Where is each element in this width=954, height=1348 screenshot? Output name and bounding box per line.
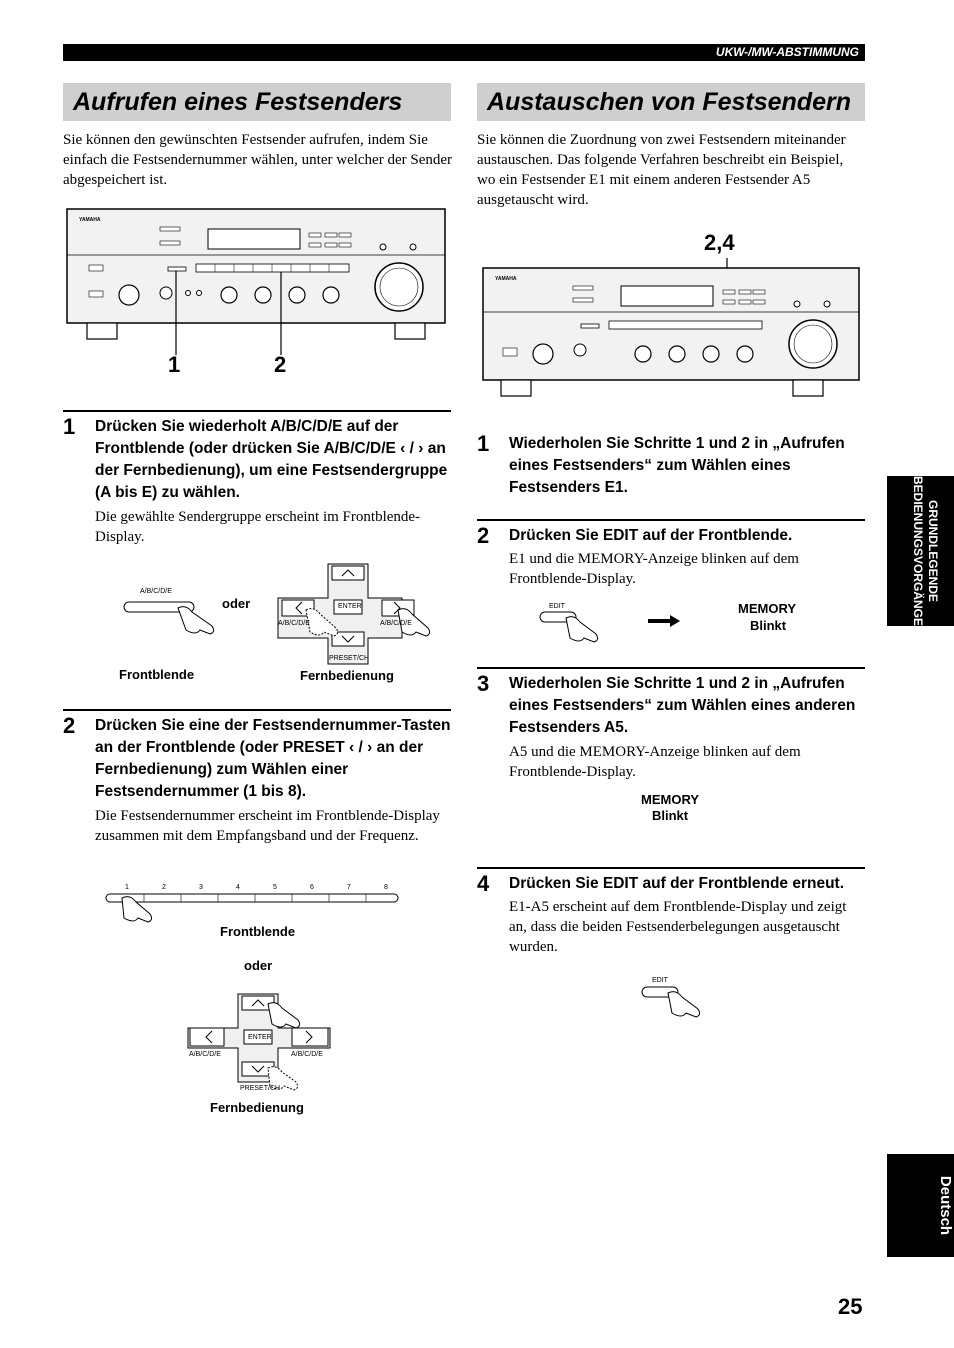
right-step3-body: A5 und die MEMORY-Anzeige blinken auf dem Frontblende-Display. (509, 744, 801, 780)
preset-ch-label-2: PRESET/CH (240, 1085, 281, 1092)
callout-2-4: 2,4 (704, 230, 735, 255)
chapter-side-tab (887, 476, 954, 626)
arrow-right-icon (648, 614, 682, 628)
yamaha-logo: YAMAHA (79, 217, 101, 223)
left-step1-body: Die gewählte Sendergruppe erscheint im Frontblende-Display. (95, 509, 421, 545)
right-step4-rule (477, 867, 865, 869)
left-step2-title: Drücken Sie eine der Festsendernummer-Tasten an der Frontblende (oder PRESET ‹ / › an der Fernbedienung) zum Wählen einer Festsendernummer (1 bis 8). (95, 717, 451, 800)
language-tab-label: Deutsch (937, 1175, 954, 1236)
section-header-bar (63, 44, 865, 61)
left-step1-rule (63, 410, 451, 412)
edit-button-illustration-2 (638, 983, 708, 1023)
abcde-label-remote-left-2: A/B/C/D/E (189, 1051, 221, 1058)
right-step1-title: Wiederholen Sie Schritte 1 und 2 in „Aufrufen eines Festsenders“ zum Wählen eines Festsenders E1. (509, 435, 845, 496)
remote-cursor-pad-illustration-1 (276, 562, 436, 666)
preset-number-2: 2 (162, 884, 166, 891)
oder-label-1: oder (222, 596, 251, 611)
preset-number-1: 1 (125, 884, 129, 891)
edit-label-2: EDIT (652, 977, 668, 984)
remote-cursor-pad-illustration-2 (186, 992, 332, 1096)
language-side-tab (887, 1154, 954, 1257)
edit-button-illustration-1 (536, 608, 606, 648)
right-step4-title: Drücken Sie EDIT auf der Frontblende erneut. (509, 875, 845, 892)
preset-number-3: 3 (199, 884, 203, 891)
memory-label-1: MEMORY (738, 601, 797, 616)
right-section-title: Austauschen von Festsendern (477, 83, 865, 121)
right-intro-text: Sie können die Zuordnung von zwei Festsendern miteinander austauschen. Das folgende Verfahren beschreibt ein Beispiel, wo ein Festsender E1 mit einem anderen Festsender A5 ausgetauscht wird. (477, 132, 846, 208)
preset-number-4: 4 (236, 884, 240, 891)
abcde-label-front: A/B/C/D/E (140, 588, 172, 595)
frontblende-label-1: Frontblende (119, 667, 195, 682)
left-step1-title: Drücken Sie wiederholt A/B/C/D/E auf der Frontblende (oder drücken Sie A/B/C/D/E ‹ / › an der Fernbedienung), um eine Festsendergruppe (A bis E) zu wählen. (95, 418, 448, 501)
right-step2-number: 2 (477, 523, 490, 548)
section-header-label: UKW-/MW-ABSTIMMUNG (715, 45, 859, 59)
left-step2-body: Die Festsendernummer erscheint im Frontblende-Display zusammen mit dem Empfangsband und der Frequenz. (95, 808, 440, 844)
right-step2-title: Drücken Sie EDIT auf der Frontblende. (509, 527, 793, 544)
left-step2-rule (63, 709, 451, 711)
enter-label-2: ENTER (248, 1034, 272, 1041)
blinkt-label-2: Blinkt (652, 808, 689, 823)
page-number: 25 (838, 1294, 863, 1319)
preset-number-7: 7 (347, 884, 351, 891)
chapter-tab-line2: BEDIENUNGSVORGÄNGE (911, 476, 925, 627)
right-step4-number: 4 (477, 871, 490, 896)
preset-ch-label-1: PRESET/CH (329, 655, 370, 662)
right-step1-number: 1 (477, 431, 490, 456)
edit-label-1: EDIT (549, 603, 565, 610)
abcde-label-remote-left-1: A/B/C/D/E (278, 620, 310, 627)
left-intro-text: Sie können den gewünschten Festsender aufrufen, indem Sie einfach die Festsendernummer wählen, unter welcher der Sender abgespeichert ist. (63, 132, 453, 188)
chapter-tab-line1: GRUNDLEGENDE (926, 499, 940, 602)
fernbedienung-label-1: Fernbedienung (300, 668, 394, 683)
blinkt-label-1: Blinkt (750, 618, 787, 633)
preset-number-6: 6 (310, 884, 314, 891)
receiver-front-panel-illustration (63, 205, 453, 385)
right-step2-body: E1 und die MEMORY-Anzeige blinken auf dem Frontblende-Display. (509, 551, 799, 587)
fernbedienung-label-2: Fernbedienung (210, 1100, 304, 1115)
abcde-front-button-illustration (120, 596, 230, 636)
oder-label-2: oder (244, 958, 273, 973)
left-section-title: Aufrufen eines Festsenders (63, 83, 451, 121)
yamaha-logo-right: YAMAHA (495, 276, 517, 282)
right-step3-rule (477, 667, 865, 669)
preset-number-8: 8 (384, 884, 388, 891)
preset-buttons-illustration (104, 892, 404, 924)
callout-1: 1 (168, 352, 181, 377)
right-step4-body: E1-A5 erscheint auf dem Frontblende-Display und zeigt an, dass die beiden Festsenderbelegungen ausgetauscht wurden. (509, 899, 847, 955)
memory-label-2: MEMORY (641, 792, 700, 807)
right-step3-title: Wiederholen Sie Schritte 1 und 2 in „Aufrufen eines Festsenders“ zum Wählen eines anderen Festsenders A5. (509, 675, 856, 736)
right-step3-number: 3 (477, 671, 490, 696)
abcde-label-remote-right-1: A/B/C/D/E (380, 620, 412, 627)
left-step2-number: 2 (63, 713, 76, 738)
left-step1-number: 1 (63, 414, 76, 439)
enter-label-1: ENTER (338, 603, 362, 610)
receiver-front-panel-illustration-right (477, 256, 867, 406)
callout-2: 2 (274, 352, 287, 377)
right-step2-rule (477, 519, 865, 521)
frontblende-label-2: Frontblende (220, 924, 296, 939)
abcde-label-remote-right-2: A/B/C/D/E (291, 1051, 323, 1058)
preset-number-5: 5 (273, 884, 277, 891)
